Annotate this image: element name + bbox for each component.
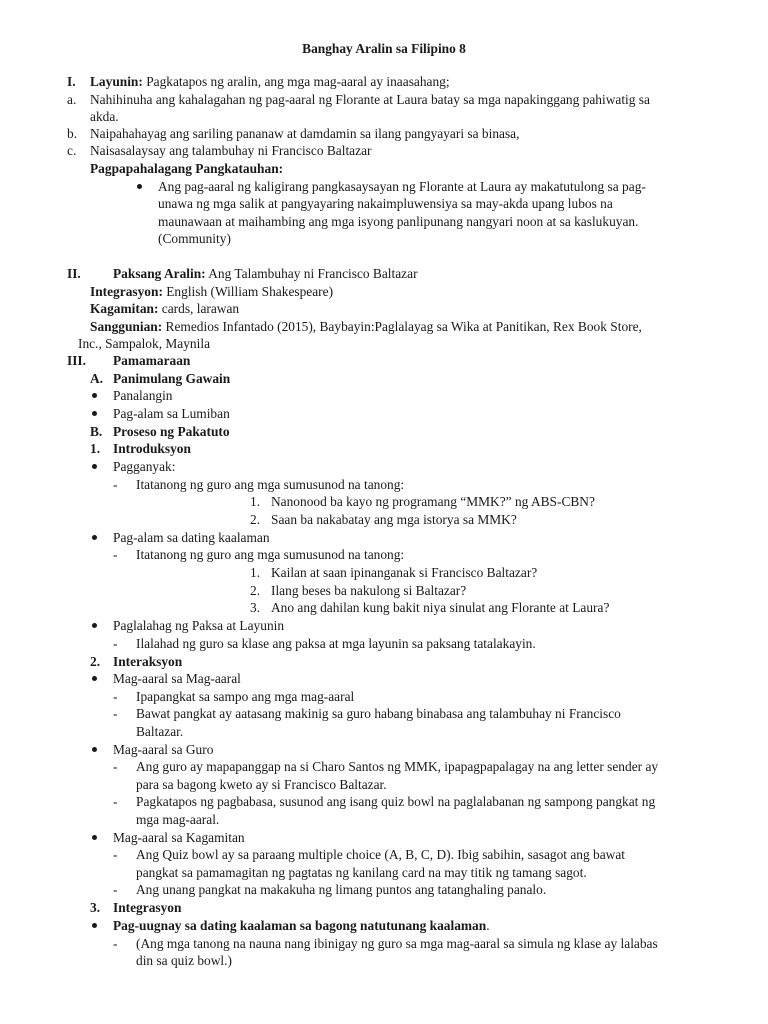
list-item: Pag-alam sa Lumiban	[113, 406, 230, 421]
activity-text: Ang unang pangkat na makakuha ng limang puntos ang tatanghaling panalo.	[136, 882, 547, 897]
bullet-icon	[92, 393, 97, 398]
kagamitan-label: Kagamitan:	[90, 301, 159, 316]
question-number: 1.	[250, 565, 261, 580]
sanggunian-value: Remedios Infantado (2015), Baybayin:Paglalayag sa Wika at Panitikan, Rex Book Store,	[162, 319, 642, 334]
question-text: Kailan at saan ipinanganak si Francisco Baltazar?	[271, 565, 538, 580]
activity-text: Pagkatapos ng pagbabasa, susunod ang isang quiz bowl na paglalabanan ng sampong pangkat ng	[136, 794, 656, 809]
bullet-icon	[92, 411, 97, 416]
section-1-intro: Pagkatapos ng aralin, ang mga mag-aaral ay inaasahang;	[142, 74, 450, 89]
activity-text-cont: pangkat sa pamamagitan ng pagtatas ng kanilang card na may titik ng tamang sagot.	[136, 865, 587, 880]
step-2-number: 2.	[90, 654, 101, 669]
step-1-number: 1.	[90, 441, 101, 456]
section-3-number: III.	[67, 353, 86, 368]
values-line: (Community)	[158, 231, 231, 246]
bullet-icon	[92, 923, 97, 928]
section-3-heading: Pamamaraan	[113, 353, 191, 368]
section-1-number: I.	[67, 74, 76, 89]
bullet-icon	[92, 535, 97, 540]
bullet-icon	[92, 464, 97, 469]
dash-marker: -	[113, 547, 118, 562]
values-heading: Pagpapahalagang Pangkatauhan:	[90, 161, 284, 176]
question-text: Nanonood ba kayo ng programang “MMK?” ng ABS-CBN?	[271, 494, 595, 509]
dating-label: Pag-alam sa dating kaalaman	[113, 530, 270, 545]
pag-uugnay-label: Pag-uugnay sa dating kaalaman sa bagong natutunang kaalaman	[113, 918, 487, 933]
sanggunian-value-cont: Inc., Sampalok, Maynila	[78, 336, 211, 351]
mag-aaral-sa-guro-label: Mag-aaral sa Guro	[113, 742, 214, 757]
paglalahag-instruction: Ilalahad ng guro sa klase ang paksa at mga layunin sa paksang tatalakayin.	[136, 636, 536, 651]
objective-b-letter: b.	[67, 126, 78, 141]
step-2-heading: Interaksyon	[113, 654, 183, 669]
pag-uugnay-period: .	[486, 918, 490, 933]
dash-marker: -	[113, 936, 118, 951]
list-item: Panalangin	[113, 388, 173, 403]
dash-marker: -	[113, 882, 118, 897]
bullet-icon	[92, 747, 97, 752]
sanggunian-line	[90, 318, 642, 335]
section-2-heading: Paksang Aralin:	[113, 266, 206, 281]
pagganyak-label: Pagganyak:	[113, 459, 176, 474]
question-text: Ano ang dahilan kung bakit niya sinulat ang Florante at Laura?	[271, 600, 610, 615]
subsection-a-heading: Panimulang Gawain	[113, 371, 231, 386]
question-text: Ilang beses ba nakulong si Baltazar?	[271, 583, 467, 598]
dash-marker: -	[113, 636, 118, 651]
activity-text: Bawat pangkat ay aatasang makinig sa guro habang binabasa ang talambuhay ni Francisco	[136, 706, 621, 721]
bullet-icon	[92, 623, 97, 628]
section-1-line	[90, 73, 450, 90]
activity-text: Ang guro ay mapapanggap na si Charo Santos ng MMK, ipapagpapalagay na ang letter sender ay	[136, 759, 659, 774]
activity-text-cont: Baltazar.	[136, 724, 184, 739]
subsection-b-letter: B.	[90, 424, 103, 439]
document-title: Banghay Aralin sa Filipino 8	[302, 41, 466, 56]
dash-marker: -	[113, 706, 118, 721]
integrasyon-value: English (William Shakespeare)	[162, 284, 334, 299]
objective-b-text: Naipahahayag ang sariling pananaw at damdamin sa ilang pangyayari sa binasa,	[90, 126, 520, 141]
dash-marker: -	[113, 477, 118, 492]
bullet-icon	[92, 676, 97, 681]
dating-instruction: Itatanong ng guro ang mga sumusunod na tanong:	[136, 547, 405, 562]
kagamitan-value: cards, larawan	[158, 301, 240, 316]
objective-a-text: Nahihinuha ang kahalagahan ng pag-aaral ng Florante at Laura batay sa mga napakinggang pahiwatig sa	[90, 92, 650, 107]
section-2-line	[113, 265, 418, 282]
objective-a-letter: a.	[67, 92, 77, 107]
question-number: 2.	[250, 583, 261, 598]
activity-text-cont: din sa quiz bowl.)	[136, 953, 232, 968]
activity-text: Ang Quiz bowl ay sa paraang multiple choice (A, B, C, D). Ibig sabihin, sasagot ang bawat	[136, 847, 626, 862]
subsection-b-heading: Proseso ng Pakatuto	[113, 424, 230, 439]
integrasyon-label: Integrasyon:	[90, 284, 163, 299]
dash-marker: -	[113, 689, 118, 704]
step-3-heading: Integrasyon	[113, 900, 182, 915]
section-2-topic: Ang Talambuhay ni Francisco Baltazar	[205, 266, 418, 281]
step-3-number: 3.	[90, 900, 101, 915]
question-number: 1.	[250, 494, 261, 509]
question-number: 2.	[250, 512, 261, 527]
dash-marker: -	[113, 847, 118, 862]
bullet-icon	[137, 184, 142, 189]
dash-marker: -	[113, 759, 118, 774]
paglalahag-label: Paglalahag ng Paksa at Layunin	[113, 618, 285, 633]
values-line: Ang pag-aaral ng kaligirang pangkasaysayan ng Florante at Laura ay makatutulong sa pag-	[158, 179, 646, 194]
integrasyon-line	[90, 283, 333, 300]
kagamitan-line	[90, 300, 239, 317]
section-2-number: II.	[67, 266, 81, 281]
subsection-a-letter: A.	[90, 371, 104, 386]
mag-aaral-sa-mag-aaral-label: Mag-aaral sa Mag-aaral	[113, 671, 241, 686]
values-line: unawa ng mga salik at pangyayaring nakaimpluwensiya sa may-akda upang lubos na	[158, 196, 613, 211]
section-1-heading: Layunin:	[90, 74, 143, 89]
bullet-icon	[92, 835, 97, 840]
step-1-heading: Introduksyon	[113, 441, 191, 456]
objective-c-text: Naisasalaysay ang talambuhay ni Francisco Baltazar	[90, 143, 372, 158]
mag-aaral-sa-kagamitan-label: Mag-aaral sa Kagamitan	[113, 830, 245, 845]
pagganyak-instruction: Itatanong ng guro ang mga sumusunod na tanong:	[136, 477, 405, 492]
objective-a-text-cont: akda.	[90, 109, 119, 124]
activity-text: Ipapangkat sa sampo ang mga mag-aaral	[136, 689, 355, 704]
activity-text-cont: mga mag-aaral.	[136, 812, 220, 827]
question-number: 3.	[250, 600, 261, 615]
objective-c-letter: c.	[67, 143, 77, 158]
activity-text: (Ang mga tanong na nauna nang ibinigay ng guro sa mga mag-aaral sa simula ng klase ay lalabas	[136, 936, 658, 951]
dash-marker: -	[113, 794, 118, 809]
sanggunian-label: Sanggunian:	[90, 319, 163, 334]
values-line: maunawaan at maihambing ang mga isyong panlipunang nangyari noon at sa kaslukuyan.	[158, 214, 639, 229]
activity-text-cont: para sa bagong kweto ay si Francisco Baltazar.	[136, 777, 387, 792]
question-text: Saan ba nakabatay ang mga istorya sa MMK?	[271, 512, 517, 527]
pag-uugnay-line	[113, 917, 490, 934]
